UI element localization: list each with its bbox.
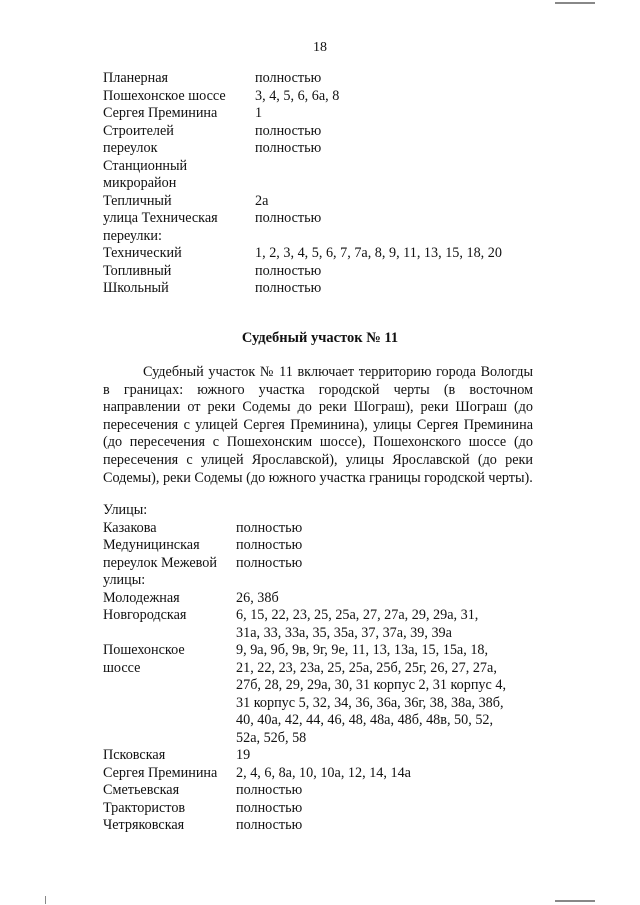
street-row [103, 70, 563, 88]
street-name [103, 590, 235, 608]
street-name-line: Сметьевская [103, 782, 180, 798]
street-name [103, 537, 235, 555]
section-title: Судебный участок № 11 [241, 330, 399, 346]
street-houses-line: 21, 22, 23, 23а, 25, 25а, 25б, 25г, 26, 27, 27а, [236, 659, 497, 676]
street-name-line: Школьный [103, 280, 169, 296]
street-row [103, 228, 563, 246]
street-houses-line: 1 [255, 105, 263, 121]
street-name-line: Казакова [103, 519, 157, 536]
scan-mark-left [45, 896, 46, 904]
street-name-line: Псковская [103, 747, 166, 763]
street-row [103, 642, 563, 747]
street-houses-line: 1, 2, 3, 4, 5, 6, 7, 7а, 8, 9, 11, 13, 15, 18, 20 [255, 245, 502, 261]
street-name-line: Молодежная [103, 589, 180, 606]
street-name-line: Станционный [103, 157, 188, 174]
section-paragraph: Судебный участок № 11 включает территорию города Вологды в границах: южного участка городской черты (в восточном направлении от реки Содемы до реки Шограш), реки Шограш (до пересечения с улицей Сергея Преминина), улицы Сергея Преминина (до пересечения с Пошехонским шоссе), Пошехонского шоссе (до пересечения с улицей Ярославской), улицы Ярославской (до реки Содемы), реки Содемы (до южного участка границы городской черты). [103, 364, 533, 486]
street-name [103, 520, 235, 538]
street-houses-line: полностью [255, 140, 322, 156]
street-name [103, 70, 253, 88]
page-number: 18 [313, 40, 327, 55]
street-houses-line: полностью [236, 799, 303, 816]
street-name-line: шоссе [103, 659, 141, 676]
street-houses-line: полностью [236, 782, 303, 798]
street-name-line: Медуницинская [103, 537, 200, 553]
street-houses [255, 70, 321, 88]
scan-mark-top [555, 2, 595, 4]
street-name-line: Сергея Преминина [103, 764, 218, 781]
street-row [103, 140, 563, 158]
street-houses [255, 140, 321, 158]
street-houses [236, 607, 478, 642]
street-row [103, 158, 563, 193]
street-houses [255, 193, 268, 211]
street-houses-line: полностью [236, 817, 303, 833]
street-houses-line: полностью [255, 70, 322, 86]
street-row [103, 193, 563, 211]
street-houses [236, 590, 279, 608]
street-houses-line: 40, 40а, 42, 44, 46, 48, 48а, 48б, 48в, 50, 52, [236, 712, 494, 728]
street-houses-line: 9, 9а, 9б, 9в, 9г, 9е, 11, 13, 13а, 15, 15а, 18, [236, 642, 489, 658]
street-name [103, 782, 235, 800]
street-name [103, 245, 253, 263]
street-row [103, 590, 563, 608]
street-row [103, 245, 563, 263]
street-houses-line: 19 [236, 747, 251, 763]
street-name [103, 280, 253, 298]
street-houses [255, 210, 321, 228]
street-name-line: Строителей [103, 122, 174, 139]
street-row [103, 520, 563, 538]
street-name [103, 572, 235, 590]
street-houses-line: полностью [255, 280, 322, 296]
street-name [103, 800, 235, 818]
street-row [103, 105, 563, 123]
street-row [103, 123, 563, 141]
street-name-line: Трактористов [103, 799, 186, 816]
street-houses [236, 765, 411, 783]
street-houses-line: 27б, 28, 29, 29а, 30, 31 корпус 2, 31 корпус 4, [236, 677, 506, 693]
street-name-line: переулок [103, 140, 158, 156]
street-name [103, 123, 253, 141]
street-houses [236, 642, 506, 747]
street-name [103, 88, 253, 106]
street-name [103, 765, 235, 783]
street-houses [255, 88, 339, 106]
street-name-line: Тепличный [103, 192, 172, 209]
street-name [103, 210, 253, 228]
street-row [103, 817, 563, 835]
street-name-line: переулок Межевой [103, 554, 217, 571]
street-name-line: Технический [103, 245, 182, 261]
street-houses [255, 263, 321, 281]
street-row [103, 747, 563, 765]
street-name [103, 228, 253, 246]
street-houses [255, 245, 502, 263]
street-name-line: Сергея Преминина [103, 105, 218, 121]
street-name-line: Планерная [103, 70, 169, 86]
street-houses-line: полностью [255, 122, 322, 139]
street-row [103, 88, 563, 106]
street-row [103, 800, 563, 818]
streets-label: Улицы: [103, 502, 148, 518]
street-houses [255, 105, 262, 123]
street-name [103, 642, 235, 677]
street-name [103, 263, 253, 281]
street-name-line: Четряковская [103, 817, 185, 833]
street-name-line: переулки: [103, 227, 162, 244]
street-name [103, 555, 235, 573]
street-name [103, 817, 235, 835]
street-name-line: улицы: [103, 572, 146, 588]
street-houses [255, 123, 321, 141]
street-houses-line: полностью [236, 519, 303, 536]
street-row [103, 782, 563, 800]
street-name [103, 747, 235, 765]
street-row [103, 572, 563, 590]
street-houses-line: 2а [255, 192, 269, 209]
street-row [103, 537, 563, 555]
street-houses-line: 2, 4, 6, 8а, 10, 10а, 12, 14, 14а [236, 764, 411, 781]
street-houses [236, 747, 250, 765]
street-name-line: Пошехонское шоссе [103, 87, 226, 104]
street-houses-line: 52а, 52б, 58 [236, 729, 307, 746]
street-name-line: Топливный [103, 262, 172, 279]
street-row [103, 263, 563, 281]
street-houses-line: 26, 38б [236, 589, 279, 606]
street-name-line: Пошехонское [103, 642, 185, 658]
street-houses [236, 555, 302, 573]
street-houses-line: полностью [255, 210, 322, 226]
street-houses [255, 280, 321, 298]
street-houses [236, 537, 302, 555]
street-name-line: улица Техническая [103, 210, 218, 226]
street-houses-line: 6, 15, 22, 23, 25, 25а, 27, 27а, 29, 29а, 31, [236, 607, 479, 623]
street-row [103, 555, 563, 573]
street-name [103, 140, 253, 158]
street-name [103, 193, 253, 211]
street-houses-line: 31 корпус 5, 32, 34, 36, 36а, 36г, 38, 38а, 38б, [236, 694, 504, 711]
scan-mark-bottom [555, 900, 595, 902]
street-houses-line: 3, 4, 5, 6, 6а, 8 [255, 87, 340, 104]
street-name-line: Новгородская [103, 607, 187, 623]
street-houses [236, 800, 302, 818]
street-row [103, 280, 563, 298]
street-houses-line: полностью [236, 554, 303, 571]
street-name [103, 607, 235, 625]
street-houses [236, 520, 302, 538]
street-houses-line: полностью [255, 262, 322, 279]
street-name [103, 105, 253, 123]
street-name-line: микрорайон [103, 175, 177, 191]
street-houses-line: 31а, 33, 33а, 35, 35а, 37, 37а, 39, 39а [236, 624, 452, 641]
street-row [103, 765, 563, 783]
street-houses [236, 782, 302, 800]
street-row [103, 210, 563, 228]
street-name [103, 158, 253, 193]
street-row [103, 607, 563, 642]
street-houses-line: полностью [236, 537, 303, 553]
street-houses [236, 817, 302, 835]
